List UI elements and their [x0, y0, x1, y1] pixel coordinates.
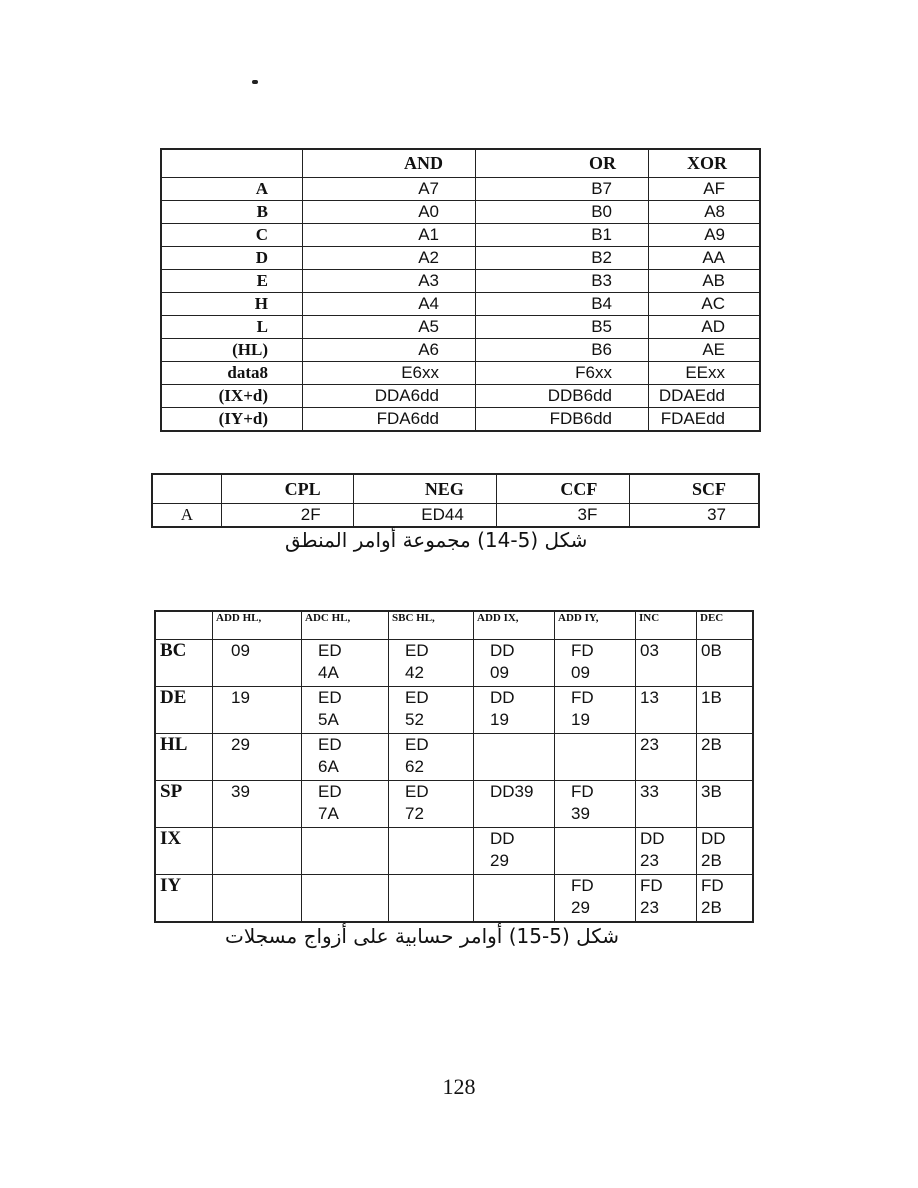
- opcode-byte: 5A: [318, 710, 339, 729]
- header-cell: CPL: [221, 474, 353, 504]
- opcode-byte: FD: [571, 688, 594, 707]
- table-row: [152, 504, 759, 528]
- header-cell: ADC HL,: [302, 611, 389, 640]
- table-row: [161, 316, 760, 339]
- opcode-byte: [389, 897, 473, 919]
- xor-opcode: AF: [649, 178, 761, 201]
- opcode-byte: [217, 662, 301, 684]
- opcode-byte: ED: [405, 641, 429, 660]
- or-opcode: B2: [476, 247, 649, 270]
- row-header: SP: [155, 781, 213, 828]
- opcode-byte: 2B: [701, 735, 722, 754]
- table-cell: 3F: [496, 504, 630, 528]
- opcode-byte: [636, 662, 696, 684]
- table-row: [155, 640, 753, 687]
- row-header: data8: [161, 362, 303, 385]
- table-row: [161, 385, 760, 408]
- table-row: [161, 270, 760, 293]
- and-opcode: FDA6dd: [303, 408, 476, 432]
- opcode-byte: [474, 756, 554, 778]
- and-opcode: A0: [303, 201, 476, 224]
- opcode-byte: [555, 734, 635, 756]
- table-cell: [213, 875, 302, 923]
- opcode-byte: 62: [405, 757, 424, 776]
- or-opcode: B0: [476, 201, 649, 224]
- table-cell: 2F: [221, 504, 353, 528]
- opcode-byte: [697, 709, 752, 731]
- row-header: IY: [155, 875, 213, 923]
- opcode-byte: ED: [318, 641, 342, 660]
- xor-opcode: AB: [649, 270, 761, 293]
- pair-table-body: [155, 640, 753, 923]
- table-row: [155, 781, 753, 828]
- opcode-byte: DD: [701, 829, 726, 848]
- opcode-byte: [474, 734, 554, 756]
- opcode-byte: 33: [640, 782, 659, 801]
- xor-opcode: FDAEdd: [649, 408, 761, 432]
- table-cell: [213, 734, 302, 781]
- opcode-byte: 29: [490, 851, 509, 870]
- table-cell: [555, 734, 636, 781]
- xor-opcode: AE: [649, 339, 761, 362]
- table-row: [155, 734, 753, 781]
- opcode-byte: FD: [701, 876, 724, 895]
- table-row: [161, 408, 760, 432]
- opcode-byte: 09: [231, 641, 250, 660]
- table-cell: [697, 828, 754, 875]
- opcode-byte: 3B: [701, 782, 722, 801]
- opcode-byte: 42: [405, 663, 424, 682]
- row-header: (HL): [161, 339, 303, 362]
- opcode-byte: 09: [571, 663, 590, 682]
- table-cell: [474, 640, 555, 687]
- opcode-byte: [302, 850, 388, 872]
- opcode-byte: 1B: [701, 688, 722, 707]
- and-opcode: A2: [303, 247, 476, 270]
- table-cell: [302, 828, 389, 875]
- table-cell: [636, 875, 697, 923]
- logic-table-body: [161, 178, 760, 432]
- table-cell: [697, 781, 754, 828]
- opcode-byte: FD: [571, 782, 594, 801]
- opcode-byte: [217, 709, 301, 731]
- table-cell: [474, 687, 555, 734]
- figure-caption-14: شكل (5-14) مجموعة أوامر المنطق: [285, 528, 588, 552]
- table-row: [161, 247, 760, 270]
- and-opcode: A6: [303, 339, 476, 362]
- opcode-byte: ED: [405, 735, 429, 754]
- table-cell: [213, 640, 302, 687]
- header-cell: SCF: [630, 474, 759, 504]
- or-opcode: B5: [476, 316, 649, 339]
- table-cell: [636, 781, 697, 828]
- opcode-byte: 6A: [318, 757, 339, 776]
- opcode-byte: [555, 828, 635, 850]
- table-cell: ED44: [353, 504, 496, 528]
- opcode-byte: [555, 756, 635, 778]
- and-opcode: A1: [303, 224, 476, 247]
- table-cell: [389, 875, 474, 923]
- opcode-byte: 23: [640, 898, 659, 917]
- opcode-byte: 4A: [318, 663, 339, 682]
- and-opcode: DDA6dd: [303, 385, 476, 408]
- table-row: [161, 178, 760, 201]
- and-opcode: E6xx: [303, 362, 476, 385]
- table-cell: [389, 640, 474, 687]
- opcode-byte: ED: [318, 688, 342, 707]
- opcode-byte: [302, 897, 388, 919]
- figure-caption-15: شكل (5-15) أوامر حسابية على أزواج مسجلات: [225, 924, 620, 948]
- row-header: HL: [155, 734, 213, 781]
- accumulator-opcode-table: [151, 473, 760, 528]
- or-opcode: B7: [476, 178, 649, 201]
- xor-opcode: A8: [649, 201, 761, 224]
- opcode-byte: ED: [405, 688, 429, 707]
- opcode-byte: FD: [571, 876, 594, 895]
- and-opcode: A7: [303, 178, 476, 201]
- row-header: DE: [155, 687, 213, 734]
- opcode-byte: [474, 897, 554, 919]
- table-cell: [302, 875, 389, 923]
- table-row: [161, 362, 760, 385]
- table-cell: 37: [630, 504, 759, 528]
- header-cell: XOR: [649, 149, 761, 178]
- row-header: H: [161, 293, 303, 316]
- opcode-byte: DD: [490, 641, 515, 660]
- opcode-byte: 19: [231, 688, 250, 707]
- table-cell: [697, 734, 754, 781]
- opcode-byte: [217, 897, 301, 919]
- and-opcode: A3: [303, 270, 476, 293]
- xor-opcode: DDAEdd: [649, 385, 761, 408]
- header-cell: [155, 611, 213, 640]
- table-cell: [389, 828, 474, 875]
- opcode-byte: 23: [640, 851, 659, 870]
- xor-opcode: AC: [649, 293, 761, 316]
- opcode-byte: [217, 850, 301, 872]
- opcode-byte: [555, 850, 635, 872]
- opcode-byte: ED: [318, 735, 342, 754]
- header-cell: ADD HL,: [213, 611, 302, 640]
- table-cell: [389, 687, 474, 734]
- header-cell: ADD IY,: [555, 611, 636, 640]
- row-header: A: [152, 504, 221, 528]
- table-cell: [302, 640, 389, 687]
- header-cell: AND: [303, 149, 476, 178]
- opcode-byte: [302, 875, 388, 897]
- logic-table-header: [161, 149, 760, 178]
- opcode-byte: 13: [640, 688, 659, 707]
- header-cell: NEG: [353, 474, 496, 504]
- header-cell: ADD IX,: [474, 611, 555, 640]
- table-cell: [213, 828, 302, 875]
- table-cell: [555, 875, 636, 923]
- header-cell: OR: [476, 149, 649, 178]
- table-cell: [302, 687, 389, 734]
- table-cell: [474, 875, 555, 923]
- opcode-byte: ED: [318, 782, 342, 801]
- opcode-byte: [474, 803, 554, 825]
- opcode-byte: 03: [640, 641, 659, 660]
- opcode-byte: [217, 803, 301, 825]
- row-header: E: [161, 270, 303, 293]
- table-cell: [474, 828, 555, 875]
- opcode-byte: 7A: [318, 804, 339, 823]
- row-header: IX: [155, 828, 213, 875]
- opcode-byte: [389, 875, 473, 897]
- opcode-byte: 0B: [701, 641, 722, 660]
- opcode-byte: [636, 756, 696, 778]
- page-number: 128: [442, 1074, 476, 1099]
- table-cell: [213, 781, 302, 828]
- table-cell: [555, 687, 636, 734]
- and-opcode: A4: [303, 293, 476, 316]
- row-header: A: [161, 178, 303, 201]
- table-row: [161, 224, 760, 247]
- opcode-byte: ED: [405, 782, 429, 801]
- table-cell: [636, 640, 697, 687]
- opcode-byte: DD: [490, 829, 515, 848]
- or-opcode: FDB6dd: [476, 408, 649, 432]
- row-header: L: [161, 316, 303, 339]
- opcode-byte: [389, 828, 473, 850]
- opcode-byte: 2B: [701, 898, 722, 917]
- xor-opcode: AD: [649, 316, 761, 339]
- header-cell: INC: [636, 611, 697, 640]
- header-cell: [161, 149, 303, 178]
- and-opcode: A5: [303, 316, 476, 339]
- opcode-byte: 29: [231, 735, 250, 754]
- header-cell: DEC: [697, 611, 754, 640]
- table-cell: [474, 781, 555, 828]
- opcode-byte: [636, 709, 696, 731]
- opcode-byte: 19: [490, 710, 509, 729]
- opcode-byte: 09: [490, 663, 509, 682]
- table-cell: [302, 734, 389, 781]
- opcode-byte: [697, 803, 752, 825]
- table-cell: [636, 828, 697, 875]
- xor-opcode: EExx: [649, 362, 761, 385]
- table-cell: [389, 781, 474, 828]
- table-row: [155, 875, 753, 923]
- logic-opcode-table: [160, 148, 761, 432]
- opcode-byte: 39: [571, 804, 590, 823]
- table-cell: [302, 781, 389, 828]
- acc-table-header: [152, 474, 759, 504]
- or-opcode: B4: [476, 293, 649, 316]
- or-opcode: B3: [476, 270, 649, 293]
- opcode-byte: 2B: [701, 851, 722, 870]
- opcode-byte: 29: [571, 898, 590, 917]
- opcode-byte: DD39: [490, 782, 534, 801]
- table-row: [161, 201, 760, 224]
- opcode-byte: [217, 756, 301, 778]
- opcode-byte: [697, 756, 752, 778]
- row-header: C: [161, 224, 303, 247]
- table-cell: [389, 734, 474, 781]
- opcode-byte: DD: [490, 688, 515, 707]
- row-header: BC: [155, 640, 213, 687]
- opcode-byte: [389, 850, 473, 872]
- table-cell: [555, 640, 636, 687]
- row-header: D: [161, 247, 303, 270]
- table-row: [161, 293, 760, 316]
- header-cell: CCF: [496, 474, 630, 504]
- table-cell: [555, 781, 636, 828]
- or-opcode: F6xx: [476, 362, 649, 385]
- stray-mark: [252, 80, 258, 84]
- opcode-byte: [697, 662, 752, 684]
- opcode-byte: [474, 875, 554, 897]
- table-cell: [636, 734, 697, 781]
- or-opcode: DDB6dd: [476, 385, 649, 408]
- row-header: (IX+d): [161, 385, 303, 408]
- row-header: (IY+d): [161, 408, 303, 432]
- opcode-byte: [302, 828, 388, 850]
- table-cell: [697, 687, 754, 734]
- or-opcode: B6: [476, 339, 649, 362]
- header-cell: [152, 474, 221, 504]
- opcode-byte: 52: [405, 710, 424, 729]
- opcode-byte: DD: [640, 829, 665, 848]
- opcode-byte: FD: [571, 641, 594, 660]
- opcode-byte: [217, 875, 301, 897]
- pair-table-header: [155, 611, 753, 640]
- table-cell: [213, 687, 302, 734]
- xor-opcode: AA: [649, 247, 761, 270]
- opcode-byte: 39: [231, 782, 250, 801]
- header-cell: SBC HL,: [389, 611, 474, 640]
- table-cell: [555, 828, 636, 875]
- table-cell: [697, 875, 754, 923]
- opcode-byte: 23: [640, 735, 659, 754]
- table-row: [155, 828, 753, 875]
- table-cell: [697, 640, 754, 687]
- table-row: [155, 687, 753, 734]
- opcode-byte: [217, 828, 301, 850]
- or-opcode: B1: [476, 224, 649, 247]
- opcode-byte: FD: [640, 876, 663, 895]
- opcode-byte: [636, 803, 696, 825]
- opcode-byte: 72: [405, 804, 424, 823]
- xor-opcode: A9: [649, 224, 761, 247]
- table-cell: [474, 734, 555, 781]
- table-row: [161, 339, 760, 362]
- opcode-byte: 19: [571, 710, 590, 729]
- table-cell: [636, 687, 697, 734]
- row-header: B: [161, 201, 303, 224]
- register-pair-opcode-table: [154, 610, 754, 923]
